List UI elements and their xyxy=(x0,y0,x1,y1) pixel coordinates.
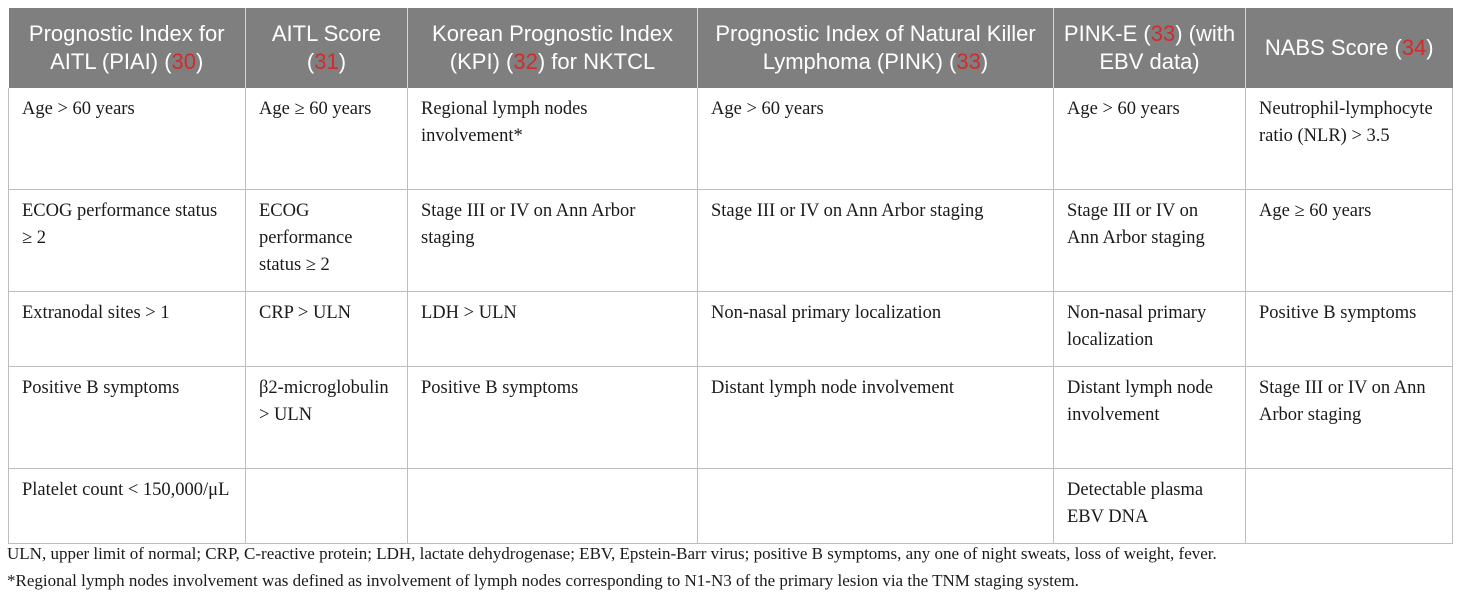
header-pink-e: PINK-E (33) (with EBV data) xyxy=(1054,8,1246,88)
table-cell: Positive B symptoms xyxy=(408,367,698,469)
header-nabs: NABS Score (34) xyxy=(1246,8,1453,88)
table-container xyxy=(8,8,1452,544)
table-cell: Non-nasal primary localization xyxy=(1054,292,1246,367)
table-row xyxy=(9,88,1453,190)
reference-link-33b[interactable]: 33 xyxy=(1150,21,1176,46)
table-cell: Distant lymph node involvement xyxy=(1054,367,1246,469)
table-row xyxy=(9,469,1453,544)
table-cell: Platelet count < 150,000/μL xyxy=(9,469,246,544)
table-cell: Detectable plasma EBV DNA xyxy=(1054,469,1246,544)
table-cell: LDH > ULN xyxy=(408,292,698,367)
reference-link-30[interactable]: 30 xyxy=(171,49,197,74)
table-cell: Stage III or IV on Ann Arbor staging xyxy=(408,190,698,292)
table-footnotes xyxy=(7,540,1447,594)
header-piai: Prognostic Index for AITL (PIAI) (30) xyxy=(9,8,246,88)
table-cell: Non-nasal primary localization xyxy=(698,292,1054,367)
table-row xyxy=(9,190,1453,292)
table-cell: Age > 60 years xyxy=(1054,88,1246,190)
table-cell: Positive B symptoms xyxy=(1246,292,1453,367)
reference-link-31[interactable]: 31 xyxy=(314,49,339,74)
prognostic-index-table xyxy=(8,8,1453,544)
footnote-abbreviations: ULN, upper limit of normal; CRP, C-reactive protein; LDH, lactate dehydrogenase; EBV, Epstein-Barr virus; positive B symptoms, any one of night sweats, loss of weight, fever. xyxy=(7,544,1217,563)
table-cell: Age ≥ 60 years xyxy=(246,88,408,190)
header-aitl-score: AITL Score (31) xyxy=(246,8,408,88)
table-cell: Age ≥ 60 years xyxy=(1246,190,1453,292)
table-cell: CRP > ULN xyxy=(246,292,408,367)
table-cell: ECOG performance status ≥ 2 xyxy=(9,190,246,292)
table-cell: Neutrophil-lymphocyte ratio (NLR) > 3.5 xyxy=(1246,88,1453,190)
table-cell: ECOG performance status ≥ 2 xyxy=(246,190,408,292)
footnote-asterisk: *Regional lymph nodes involvement was defined as involvement of lymph nodes corresponding to N1-N3 of the primary lesion via the TNM staging system. xyxy=(7,571,1079,590)
reference-link-34[interactable]: 34 xyxy=(1401,35,1427,60)
table-cell xyxy=(408,469,698,544)
header-kpi: Korean Prognostic Index (KPI) (32) for NKTCL xyxy=(408,8,698,88)
table-cell: Age > 60 years xyxy=(9,88,246,190)
table-cell: Stage III or IV on Ann Arbor staging xyxy=(1054,190,1246,292)
reference-link-33[interactable]: 33 xyxy=(956,49,981,74)
header-row xyxy=(9,8,1453,88)
table-cell xyxy=(246,469,408,544)
table-cell: β2-microglobulin > ULN xyxy=(246,367,408,469)
table-cell: Stage III or IV on Ann Arbor staging xyxy=(1246,367,1453,469)
table-cell: Regional lymph nodes involvement* xyxy=(408,88,698,190)
header-pink: Prognostic Index of Natural Killer Lymphoma (PINK) (33) xyxy=(698,8,1054,88)
table-cell: Extranodal sites > 1 xyxy=(9,292,246,367)
table-cell xyxy=(698,469,1054,544)
table-cell xyxy=(1246,469,1453,544)
table-row xyxy=(9,367,1453,469)
table-cell: Positive B symptoms xyxy=(9,367,246,469)
reference-link-32[interactable]: 32 xyxy=(513,49,538,74)
table-cell: Age > 60 years xyxy=(698,88,1054,190)
table-row xyxy=(9,292,1453,367)
table-cell: Stage III or IV on Ann Arbor staging xyxy=(698,190,1054,292)
table-cell: Distant lymph node involvement xyxy=(698,367,1054,469)
